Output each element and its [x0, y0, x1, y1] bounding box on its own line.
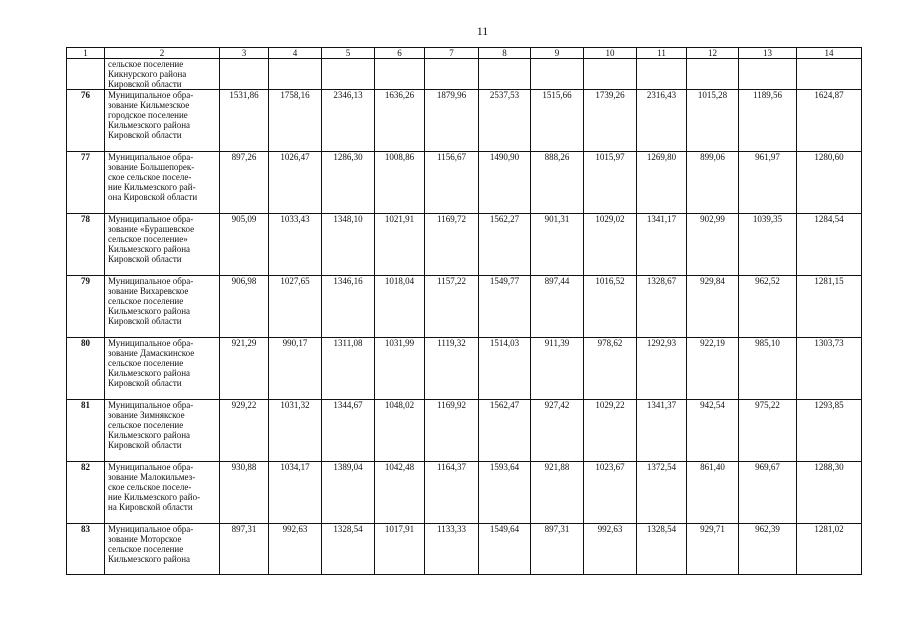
- value-cell: 1346,16: [322, 276, 375, 338]
- value-cell: 1164,37: [425, 462, 479, 524]
- value-cell: 929,22: [220, 400, 269, 462]
- value-cell: [220, 59, 269, 90]
- value-cell: 1281,15: [797, 276, 862, 338]
- value-cell: 1328,67: [637, 276, 687, 338]
- value-cell: 2346,13: [322, 90, 375, 152]
- value-cell: 962,39: [739, 524, 797, 575]
- column-header: 12: [687, 48, 739, 59]
- value-cell: 985,10: [739, 338, 797, 400]
- value-cell: 1169,72: [425, 214, 479, 276]
- column-header: 3: [220, 48, 269, 59]
- value-cell: 1286,30: [322, 152, 375, 214]
- value-cell: [425, 59, 479, 90]
- column-header: 9: [531, 48, 584, 59]
- value-cell: 1169,92: [425, 400, 479, 462]
- value-cell: 897,44: [531, 276, 584, 338]
- value-cell: 1515,66: [531, 90, 584, 152]
- value-cell: 1015,97: [584, 152, 637, 214]
- value-cell: 1029,22: [584, 400, 637, 462]
- header-row: [67, 48, 862, 59]
- value-cell: [375, 59, 425, 90]
- value-cell: 1033,43: [269, 214, 322, 276]
- value-cell: 1269,80: [637, 152, 687, 214]
- municipality-name-cell: Муниципальное обра- зование Кильмезское городское поселение Кильмезского района Кировской области: [105, 90, 220, 152]
- value-cell: 1119,32: [425, 338, 479, 400]
- value-cell: 1048,02: [375, 400, 425, 462]
- value-cell: 1328,54: [637, 524, 687, 575]
- value-cell: [687, 59, 739, 90]
- value-cell: [531, 59, 584, 90]
- value-cell: 1133,33: [425, 524, 479, 575]
- value-cell: 888,26: [531, 152, 584, 214]
- value-cell: 1624,87: [797, 90, 862, 152]
- value-cell: 1280,60: [797, 152, 862, 214]
- value-cell: 1292,93: [637, 338, 687, 400]
- value-cell: 1389,04: [322, 462, 375, 524]
- column-header: 2: [105, 48, 220, 59]
- value-cell: 969,67: [739, 462, 797, 524]
- value-cell: 929,71: [687, 524, 739, 575]
- column-header: 11: [637, 48, 687, 59]
- value-cell: 961,97: [739, 152, 797, 214]
- value-cell: 1293,85: [797, 400, 862, 462]
- value-cell: 1328,54: [322, 524, 375, 575]
- column-header: 8: [479, 48, 531, 59]
- value-cell: 1879,96: [425, 90, 479, 152]
- value-cell: 942,54: [687, 400, 739, 462]
- column-header: 4: [269, 48, 322, 59]
- value-cell: 1288,30: [797, 462, 862, 524]
- value-cell: 927,42: [531, 400, 584, 462]
- value-cell: 1034,17: [269, 462, 322, 524]
- value-cell: 1031,32: [269, 400, 322, 462]
- value-cell: 1284,54: [797, 214, 862, 276]
- table-row: [67, 214, 862, 276]
- table-row: [67, 152, 862, 214]
- value-cell: 1018,04: [375, 276, 425, 338]
- table-row: [67, 338, 862, 400]
- column-header: 1: [67, 48, 105, 59]
- column-header: 10: [584, 48, 637, 59]
- municipality-name-cell: Муниципальное обра- зование Моторское сельское поселение Кильмезского района: [105, 524, 220, 575]
- value-cell: 1311,08: [322, 338, 375, 400]
- value-cell: 975,22: [739, 400, 797, 462]
- value-cell: 992,63: [584, 524, 637, 575]
- tariff-table: [66, 47, 862, 575]
- value-cell: 1015,28: [687, 90, 739, 152]
- value-cell: 962,52: [739, 276, 797, 338]
- value-cell: 1029,02: [584, 214, 637, 276]
- value-cell: 1008,86: [375, 152, 425, 214]
- value-cell: 1281,02: [797, 524, 862, 575]
- value-cell: 1531,86: [220, 90, 269, 152]
- municipality-name-cell: Муниципальное обра- зование Зимнякское сельское поселение Кильмезского района Кировской области: [105, 400, 220, 462]
- column-header: 6: [375, 48, 425, 59]
- value-cell: 1344,67: [322, 400, 375, 462]
- value-cell: 922,19: [687, 338, 739, 400]
- value-cell: 1017,91: [375, 524, 425, 575]
- row-number-cell: 80: [67, 338, 105, 400]
- value-cell: 930,88: [220, 462, 269, 524]
- value-cell: 897,31: [531, 524, 584, 575]
- value-cell: 2316,43: [637, 90, 687, 152]
- page-number: 11: [476, 24, 489, 38]
- row-number-cell: 81: [67, 400, 105, 462]
- value-cell: 1189,56: [739, 90, 797, 152]
- value-cell: 1042,48: [375, 462, 425, 524]
- value-cell: 1156,67: [425, 152, 479, 214]
- value-cell: 921,29: [220, 338, 269, 400]
- value-cell: 990,17: [269, 338, 322, 400]
- value-cell: 1027,65: [269, 276, 322, 338]
- row-number-cell: 77: [67, 152, 105, 214]
- table-row: [67, 462, 862, 524]
- value-cell: 1026,47: [269, 152, 322, 214]
- value-cell: 921,88: [531, 462, 584, 524]
- municipality-name-cell: Муниципальное обра- зование «Бурашевское сельское поселение» Кильмезского района Кировской области: [105, 214, 220, 276]
- value-cell: 1016,52: [584, 276, 637, 338]
- municipality-name-cell: Муниципальное обра- зование Малокильмез- ское сельское поселе- ние Кильмезского райо- на Кировской области: [105, 462, 220, 524]
- row-number-cell: 79: [67, 276, 105, 338]
- table-row: [67, 524, 862, 575]
- value-cell: 1031,99: [375, 338, 425, 400]
- row-number-cell: [67, 59, 105, 90]
- value-cell: [739, 59, 797, 90]
- value-cell: 905,09: [220, 214, 269, 276]
- value-cell: 1593,64: [479, 462, 531, 524]
- column-header: 13: [739, 48, 797, 59]
- value-cell: 1514,03: [479, 338, 531, 400]
- value-cell: 1372,54: [637, 462, 687, 524]
- municipality-name-cell: Муниципальное обра- зование Вихаревское сельское поселение Кильмезского района Кировской области: [105, 276, 220, 338]
- value-cell: 1303,73: [797, 338, 862, 400]
- table-row: [67, 400, 862, 462]
- column-header: 14: [797, 48, 862, 59]
- value-cell: 1039,35: [739, 214, 797, 276]
- value-cell: 1490,90: [479, 152, 531, 214]
- value-cell: 897,31: [220, 524, 269, 575]
- row-number-cell: 82: [67, 462, 105, 524]
- value-cell: 906,98: [220, 276, 269, 338]
- value-cell: 901,31: [531, 214, 584, 276]
- value-cell: 1758,16: [269, 90, 322, 152]
- municipality-name-cell: Муниципальное обра- зование Большепорек- ское сельское поселе- ние Кильмезского рай- она Кировской области: [105, 152, 220, 214]
- value-cell: 1341,17: [637, 214, 687, 276]
- value-cell: 1562,47: [479, 400, 531, 462]
- value-cell: 902,99: [687, 214, 739, 276]
- value-cell: 897,26: [220, 152, 269, 214]
- row-number-cell: 78: [67, 214, 105, 276]
- row-number-cell: 83: [67, 524, 105, 575]
- value-cell: 899,06: [687, 152, 739, 214]
- value-cell: 1549,64: [479, 524, 531, 575]
- table-row: [67, 276, 862, 338]
- value-cell: 1739,26: [584, 90, 637, 152]
- row-number-cell: 76: [67, 90, 105, 152]
- value-cell: [637, 59, 687, 90]
- value-cell: [322, 59, 375, 90]
- value-cell: 1636,26: [375, 90, 425, 152]
- municipality-name-cell: Муниципальное обра- зование Дамаскинское сельское поселение Кильмезского района Кировской области: [105, 338, 220, 400]
- table-row-continuation: [67, 59, 862, 90]
- value-cell: 861,40: [687, 462, 739, 524]
- value-cell: [269, 59, 322, 90]
- value-cell: 1023,67: [584, 462, 637, 524]
- column-header: 7: [425, 48, 479, 59]
- value-cell: 1562,27: [479, 214, 531, 276]
- value-cell: 1341,37: [637, 400, 687, 462]
- value-cell: 929,84: [687, 276, 739, 338]
- value-cell: [584, 59, 637, 90]
- value-cell: [479, 59, 531, 90]
- value-cell: [797, 59, 862, 90]
- municipality-name-cell: сельское поселение Кикнурского района Кировской области: [105, 59, 220, 90]
- value-cell: 992,63: [269, 524, 322, 575]
- column-header: 5: [322, 48, 375, 59]
- value-cell: 1348,10: [322, 214, 375, 276]
- value-cell: 1021,91: [375, 214, 425, 276]
- value-cell: 1157,22: [425, 276, 479, 338]
- table-row: [67, 90, 862, 152]
- value-cell: 1549,77: [479, 276, 531, 338]
- value-cell: 911,39: [531, 338, 584, 400]
- value-cell: 978,62: [584, 338, 637, 400]
- value-cell: 2537,53: [479, 90, 531, 152]
